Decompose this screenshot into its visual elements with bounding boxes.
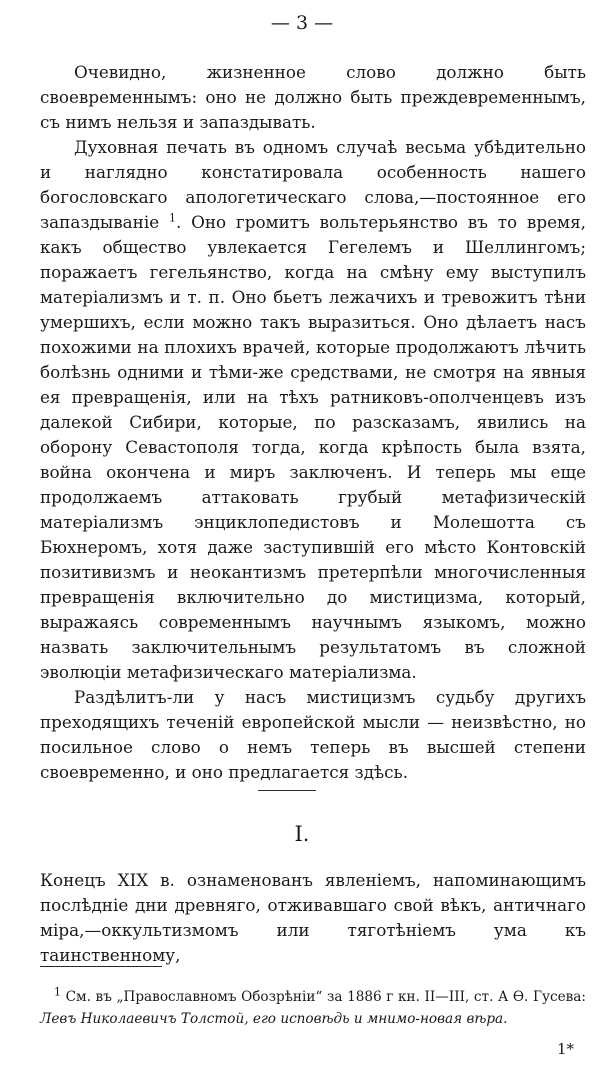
- footnote-text: См. въ „Православномъ Обозрѣніи“ за 1886 г кн. II—III, ст. А Ө. Гусева:: [65, 989, 586, 1005]
- main-text: [40, 60, 586, 785]
- paragraph-2-text: Духовная печать въ одномъ случаѣ весьма убѣдительно и наглядно констатировала особенность нашего богословскаго апологетическаго слова,—постоянное его запаздываніе: [40, 137, 586, 232]
- footnote: [40, 986, 586, 1030]
- section-paragraph-text: Конецъ XIX в. ознаменованъ явленіемъ, напоминающимъ послѣдніе дни древняго, отживавшаго свой вѣкъ, античнаго міра,—оккультизмомъ или тяготѣніемъ ума къ таинственному,: [40, 870, 586, 965]
- section-text: [40, 868, 586, 968]
- footnote-reference: 1: [168, 211, 176, 225]
- signature-mark: 1*: [556, 1040, 574, 1058]
- page-number: — 3 —: [270, 12, 334, 34]
- footnote-paragraph: [40, 986, 586, 1030]
- section-paragraph-1: [40, 868, 586, 968]
- paragraph-2-continuation: Оно громитъ вольтерьянство въ то время, какъ общество увлекается Гегелемъ и Шеллингомъ; поражаетъ гегельянство, когда на смѣну ему выступилъ матеріализмъ и т. п. Оно бьетъ лежачихъ и тревожитъ тѣни умершихъ, если можно такъ выразиться. Оно дѣлаетъ насъ похожими на плохихъ врачей, которые продолжаютъ лѣчить болѣзнь одними и тѣми-же средствами, не смотря на явныя ея превращенія, или на тѣхъ ратниковъ-ополченцевъ изъ далекой Сибири, которые, по разсказамъ, явились на оборону Севастополя тогда, когда крѣпость была взята, война окончена и миръ заключенъ. И теперь мы еще продолжаемъ аттаковать грубый метафизическій матеріализмъ энциклопедистовъ и Молешотта съ Бюхнеромъ, хотя даже заступившій его мѣсто Контовскій позитивизмъ и неокантизмъ претерпѣли многочисленныя превращенія включительно до мистицизма, который, выражаясь современнымъ научнымъ языкомъ, можно назвать заключительнымъ результатомъ въ сложной эволюціи метафизическаго матеріализма.: [40, 212, 587, 682]
- footnote-rule: [40, 966, 162, 967]
- paragraph-1: Очевидно, жизненное слово должно быть своевременнымъ: оно не должно быть преждевременнымъ, съ нимъ нельзя и запаздывать.: [40, 62, 586, 132]
- paragraph-2: Духовная печать въ одномъ случаѣ весьма убѣдительно и наглядно констатировала особенность нашего богословскаго апологетическаго слова,—постоянное его запаздываніе $^1$. Оно громитъ вольтерьянство въ то время, какъ общество увлекается Гегелемъ и Шеллингомъ; поражаетъ гегельянство, когда на смѣну ему выступилъ матеріализмъ и т. п. Оно бьетъ лежачихъ и тревожитъ тѣни умершихъ, если можно такъ выразиться. Оно дѣлаетъ насъ похожими на плохихъ врачей, которые продолжаютъ лѣчить болѣзнь одними и тѣми-же средствами, не смотря на явныя ея превращенія, или на тѣхъ ратниковъ-ополченцевъ изъ далекой Сибири, которые, по разсказамъ, явились на оборону Севастополя тогда, когда крѣпость была взята, война окончена и миръ заключенъ. И теперь мы еще продолжаемъ аттаковать грубый метафизическій матеріализмъ энциклопедистовъ и Молешотта съ Бюхнеромъ, хотя даже заступившій его мѣсто Контовскій позитивизмъ и неокантизмъ претерпѣли многочисленныя превращенія включительно до мистицизма, который, выражаясь современнымъ научнымъ языкомъ, можно назвать заключительнымъ результатомъ въ сложной эволюціи метафизическаго матеріализма.: [40, 137, 587, 682]
- footnote-marker: 1: [54, 985, 61, 999]
- footnote-title: Левъ Николаевичъ Толстой, его исповѣдь и мнимо-новая вѣра.: [40, 1011, 508, 1027]
- section-divider: [258, 790, 316, 791]
- paragraph-3: Раздѣлитъ-ли у насъ мистицизмъ судьбу другихъ преходящихъ теченій европейской мысли — неизвѣстно, но посильное слово о немъ теперь въ высшей степени своевременно, и оно предлагается здѣсь.: [40, 687, 586, 782]
- section-heading: I.: [294, 822, 310, 846]
